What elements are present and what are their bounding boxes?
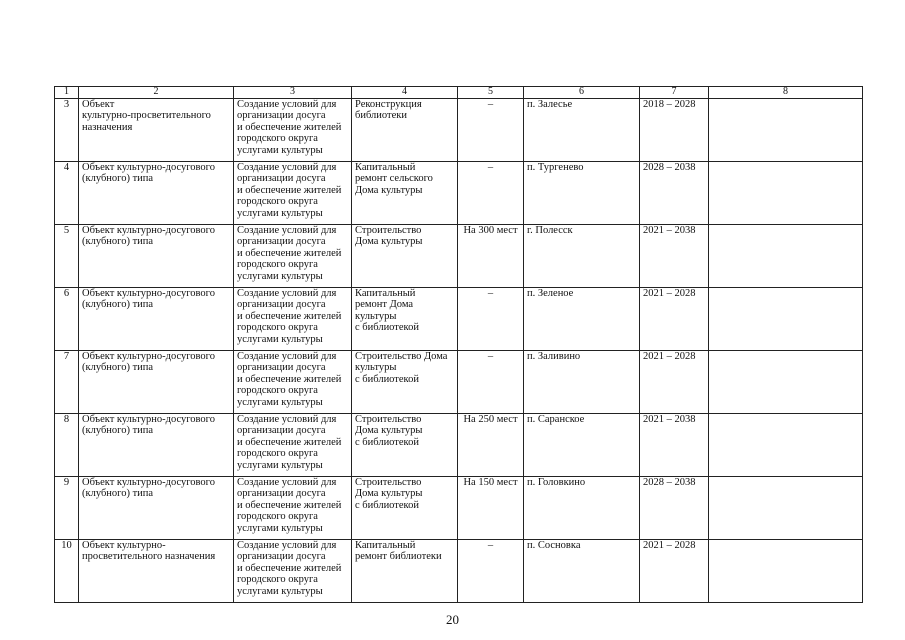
purpose-cell xyxy=(234,225,352,288)
column-header: 1 xyxy=(55,87,79,99)
capacity-cell: – xyxy=(458,540,524,603)
work-line: Капитальный xyxy=(355,540,416,551)
notes-cell xyxy=(709,225,863,288)
work-type-cell xyxy=(352,288,458,351)
row-number-cell: 7 xyxy=(55,351,79,414)
work-line: ремонт сельского xyxy=(355,173,433,185)
row-number-cell: 6 xyxy=(55,288,79,351)
purpose-line: организации досуга xyxy=(237,362,326,374)
notes-cell xyxy=(709,477,863,540)
purpose-line: и обеспечение жителей xyxy=(237,499,342,511)
work-line: культуры xyxy=(355,362,397,374)
work-line: с библиотекой xyxy=(355,373,419,385)
column-header: 8 xyxy=(709,87,863,99)
purpose-cell xyxy=(234,540,352,603)
period-cell: 2028 – 2038 xyxy=(640,162,709,225)
notes-cell xyxy=(709,414,863,477)
capacity-cell: На 300 мест xyxy=(458,225,524,288)
capacity-cell: На 150 мест xyxy=(458,477,524,540)
column-header: 5 xyxy=(458,87,524,99)
purpose-cell xyxy=(234,162,352,225)
page-number: 20 xyxy=(446,612,459,627)
purpose-line: Создание условий для xyxy=(237,351,337,362)
object-type-cell xyxy=(79,414,234,477)
purpose-line: городского округа xyxy=(237,448,318,460)
capacity-cell: – xyxy=(458,99,524,162)
column-header: 7 xyxy=(640,87,709,99)
column-header: 2 xyxy=(79,87,234,99)
object-line: (клубного) типа xyxy=(82,299,154,311)
purpose-line: и обеспечение жителей xyxy=(237,310,342,322)
object-type-cell xyxy=(79,540,234,603)
capacity-cell: – xyxy=(458,162,524,225)
object-line: Объект культурно- xyxy=(82,540,166,551)
purpose-line: услугами культуры xyxy=(237,270,323,282)
object-line: культурно-просветительного xyxy=(82,110,211,122)
location-cell: п. Сосновка xyxy=(524,540,640,603)
work-line: Дома культуры xyxy=(355,184,423,196)
purpose-line: городского округа xyxy=(237,196,318,208)
table-header-row xyxy=(55,87,863,99)
row-number-cell: 10 xyxy=(55,540,79,603)
purpose-line: услугами культуры xyxy=(237,396,323,408)
purpose-line: Создание условий для xyxy=(237,288,337,299)
purpose-cell xyxy=(234,477,352,540)
work-type-cell xyxy=(352,477,458,540)
table-row xyxy=(55,477,863,540)
purpose-line: услугами культуры xyxy=(237,522,323,534)
work-line: Реконструкция xyxy=(355,99,422,110)
row-number-cell: 3 xyxy=(55,99,79,162)
notes-cell xyxy=(709,351,863,414)
purpose-line: городского округа xyxy=(237,259,318,271)
period-cell: 2021 – 2028 xyxy=(640,351,709,414)
purpose-line: городского округа xyxy=(237,133,318,145)
row-number-cell: 8 xyxy=(55,414,79,477)
purpose-line: и обеспечение жителей xyxy=(237,373,342,385)
work-line: Дома культуры xyxy=(355,488,423,500)
purpose-line: Создание условий для xyxy=(237,225,337,236)
purpose-line: и обеспечение жителей xyxy=(237,247,342,259)
purpose-line: организации досуга xyxy=(237,236,326,248)
object-line: (клубного) типа xyxy=(82,236,154,248)
purpose-line: услугами культуры xyxy=(237,144,323,156)
object-line: Объект культурно-досугового xyxy=(82,414,215,425)
table-row xyxy=(55,162,863,225)
column-header: 6 xyxy=(524,87,640,99)
notes-cell xyxy=(709,162,863,225)
object-type-cell xyxy=(79,99,234,162)
object-line: Объект культурно-досугового xyxy=(82,162,215,173)
object-line: (клубного) типа xyxy=(82,173,154,185)
period-cell: 2021 – 2028 xyxy=(640,540,709,603)
work-line: Строительство Дома xyxy=(355,351,448,362)
capacity-cell: – xyxy=(458,288,524,351)
purpose-line: организации досуга xyxy=(237,551,326,563)
notes-cell xyxy=(709,540,863,603)
purpose-line: услугами культуры xyxy=(237,585,323,597)
object-line: Объект xyxy=(82,99,115,110)
object-line: Объект культурно-досугового xyxy=(82,288,215,299)
period-cell: 2028 – 2038 xyxy=(640,477,709,540)
location-cell: п. Заливино xyxy=(524,351,640,414)
purpose-line: услугами культуры xyxy=(237,207,323,219)
table-row xyxy=(55,288,863,351)
work-type-cell xyxy=(352,414,458,477)
location-cell: п. Саранское xyxy=(524,414,640,477)
object-line: (клубного) типа xyxy=(82,362,154,374)
purpose-line: организации досуга xyxy=(237,173,326,185)
purpose-line: и обеспечение жителей xyxy=(237,562,342,574)
object-type-cell xyxy=(79,225,234,288)
work-type-cell xyxy=(352,162,458,225)
object-line: просветительного назначения xyxy=(82,551,216,563)
purpose-line: городского округа xyxy=(237,574,318,586)
table-row xyxy=(55,225,863,288)
purpose-line: организации досуга xyxy=(237,299,326,311)
column-header: 3 xyxy=(234,87,352,99)
notes-cell xyxy=(709,99,863,162)
location-cell: п. Головкино xyxy=(524,477,640,540)
notes-cell xyxy=(709,288,863,351)
work-type-cell xyxy=(352,540,458,603)
work-line: ремонт библиотеки xyxy=(355,551,442,563)
capacity-cell: На 250 мест xyxy=(458,414,524,477)
work-line: Капитальный xyxy=(355,162,416,173)
purpose-line: услугами культуры xyxy=(237,333,323,345)
period-cell: 2021 – 2038 xyxy=(640,414,709,477)
purpose-line: и обеспечение жителей xyxy=(237,121,342,133)
work-line: с библиотекой xyxy=(355,499,419,511)
location-cell: г. Полесск xyxy=(524,225,640,288)
capacity-cell: – xyxy=(458,351,524,414)
table-row xyxy=(55,99,863,162)
object-line: Объект культурно-досугового xyxy=(82,351,215,362)
work-line: Дома культуры xyxy=(355,425,423,437)
period-cell: 2021 – 2028 xyxy=(640,288,709,351)
object-type-cell xyxy=(79,351,234,414)
work-type-cell xyxy=(352,99,458,162)
object-type-cell xyxy=(79,162,234,225)
work-line: Строительство xyxy=(355,225,422,236)
object-line: (клубного) типа xyxy=(82,425,154,437)
period-cell: 2018 – 2028 xyxy=(640,99,709,162)
purpose-line: Создание условий для xyxy=(237,99,337,110)
purpose-line: организации досуга xyxy=(237,488,326,500)
objects-table xyxy=(54,86,863,603)
table-row xyxy=(55,351,863,414)
purpose-cell xyxy=(234,414,352,477)
work-type-cell xyxy=(352,351,458,414)
purpose-line: городского округа xyxy=(237,511,318,523)
purpose-line: и обеспечение жителей xyxy=(237,436,342,448)
work-line: с библиотекой xyxy=(355,436,419,448)
location-cell: п. Зеленое xyxy=(524,288,640,351)
purpose-cell xyxy=(234,288,352,351)
location-cell: п. Залесье xyxy=(524,99,640,162)
object-line: Объект культурно-досугового xyxy=(82,225,215,236)
purpose-line: организации досуга xyxy=(237,425,326,437)
work-line: с библиотекой xyxy=(355,322,419,334)
work-line: ремонт Дома xyxy=(355,299,414,311)
object-line: Объект культурно-досугового xyxy=(82,477,215,488)
object-type-cell xyxy=(79,288,234,351)
row-number-cell: 5 xyxy=(55,225,79,288)
work-line: Строительство xyxy=(355,477,422,488)
purpose-line: городского округа xyxy=(237,322,318,334)
location-cell: п. Тургенево xyxy=(524,162,640,225)
row-number-cell: 9 xyxy=(55,477,79,540)
purpose-line: услугами культуры xyxy=(237,459,323,471)
work-type-cell xyxy=(352,225,458,288)
work-line: Дома культуры xyxy=(355,236,423,248)
object-type-cell xyxy=(79,477,234,540)
purpose-line: Создание условий для xyxy=(237,540,337,551)
column-header: 4 xyxy=(352,87,458,99)
table-row xyxy=(55,414,863,477)
purpose-cell xyxy=(234,99,352,162)
period-cell: 2021 – 2038 xyxy=(640,225,709,288)
purpose-line: организации досуга xyxy=(237,110,326,122)
work-line: культуры xyxy=(355,310,397,322)
purpose-line: Создание условий для xyxy=(237,414,337,425)
work-line: Строительство xyxy=(355,414,422,425)
row-number-cell: 4 xyxy=(55,162,79,225)
work-line: библиотеки xyxy=(355,110,407,122)
object-line: назначения xyxy=(82,121,133,133)
purpose-line: городского округа xyxy=(237,385,318,397)
purpose-line: Создание условий для xyxy=(237,162,337,173)
table-row xyxy=(55,540,863,603)
work-line: Капитальный xyxy=(355,288,416,299)
purpose-line: и обеспечение жителей xyxy=(237,184,342,196)
purpose-line: Создание условий для xyxy=(237,477,337,488)
object-line: (клубного) типа xyxy=(82,488,154,500)
purpose-cell xyxy=(234,351,352,414)
